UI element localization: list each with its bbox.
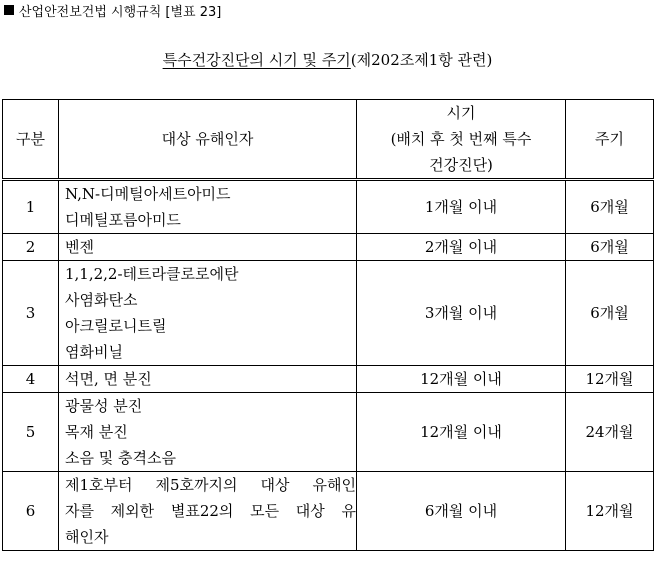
exam-cycle: 6개월: [566, 234, 654, 261]
agent-item: 목재 분진: [65, 423, 128, 441]
agent-list: [59, 366, 357, 393]
header-period-line2: (배치 후 첫 번째 특수: [390, 130, 532, 148]
header-cycle: 주기: [566, 100, 654, 180]
agent-list: [59, 234, 357, 261]
header-period: [357, 100, 566, 180]
page-title: [0, 50, 655, 70]
table-header-row: [3, 100, 654, 180]
agent-list: [59, 393, 357, 472]
exam-cycle: 12개월: [566, 472, 654, 551]
header-category: 구분: [3, 100, 59, 180]
agent-item: N,N-디메틸아세트아미드: [65, 185, 231, 203]
first-exam-period: 12개월 이내: [357, 366, 566, 393]
agent-item: 석면, 면 분진: [65, 370, 152, 388]
agent-item: 소음 및 충격소음: [65, 449, 176, 467]
row-number: 6: [3, 472, 59, 551]
row-number: 1: [3, 180, 59, 234]
first-exam-period: 12개월 이내: [357, 393, 566, 472]
row-number: 4: [3, 366, 59, 393]
agent-item: 사염화탄소: [65, 291, 138, 309]
schedule-table: [2, 99, 654, 551]
row-number: 3: [3, 261, 59, 366]
first-exam-period: 3개월 이내: [357, 261, 566, 366]
first-exam-period: 1개월 이내: [357, 180, 566, 234]
agent-item: 해인자: [65, 528, 109, 546]
table-row: [3, 261, 654, 366]
table-row: [3, 393, 654, 472]
agent-item: 1,1,2,2-테트라클로로에탄: [65, 265, 239, 283]
square-bullet-icon: [4, 5, 14, 15]
agent-item: 자를 제외한 별표22의 모든 대상 유: [65, 502, 356, 520]
exam-cycle: 24개월: [566, 393, 654, 472]
exam-cycle: 12개월: [566, 366, 654, 393]
row-number: 2: [3, 234, 59, 261]
document-header: [4, 1, 221, 19]
agent-item: 디메틸포름아미드: [65, 211, 181, 229]
header-period-line1: 시기: [446, 104, 476, 122]
row-number: 5: [3, 393, 59, 472]
title-suffix: (제202조제1항 관련): [350, 51, 493, 69]
first-exam-period: 2개월 이내: [357, 234, 566, 261]
agent-list: [59, 180, 357, 234]
table-row: [3, 234, 654, 261]
header-period-line3: 건강진단): [429, 156, 493, 174]
table-row: [3, 180, 654, 234]
exam-cycle: 6개월: [566, 261, 654, 366]
agent-item: 제1호부터 제5호까지의 대상 유해인: [65, 476, 356, 494]
agent-list: [59, 472, 357, 551]
agent-list: [59, 261, 357, 366]
agent-item: 염화비닐: [65, 343, 123, 361]
exam-cycle: 6개월: [566, 180, 654, 234]
header-text: 산업안전보건법 시행규칙 [별표 23]: [19, 4, 222, 20]
table-row: [3, 366, 654, 393]
header-agents: 대상 유해인자: [59, 100, 357, 180]
agent-item: 아크릴로니트릴: [65, 317, 167, 335]
table-row: [3, 472, 654, 551]
first-exam-period: 6개월 이내: [357, 472, 566, 551]
agent-item: 광물성 분진: [65, 397, 143, 415]
title-main: 특수건강진단의 시기 및 주기: [162, 51, 351, 69]
agent-item: 벤젠: [65, 238, 94, 256]
